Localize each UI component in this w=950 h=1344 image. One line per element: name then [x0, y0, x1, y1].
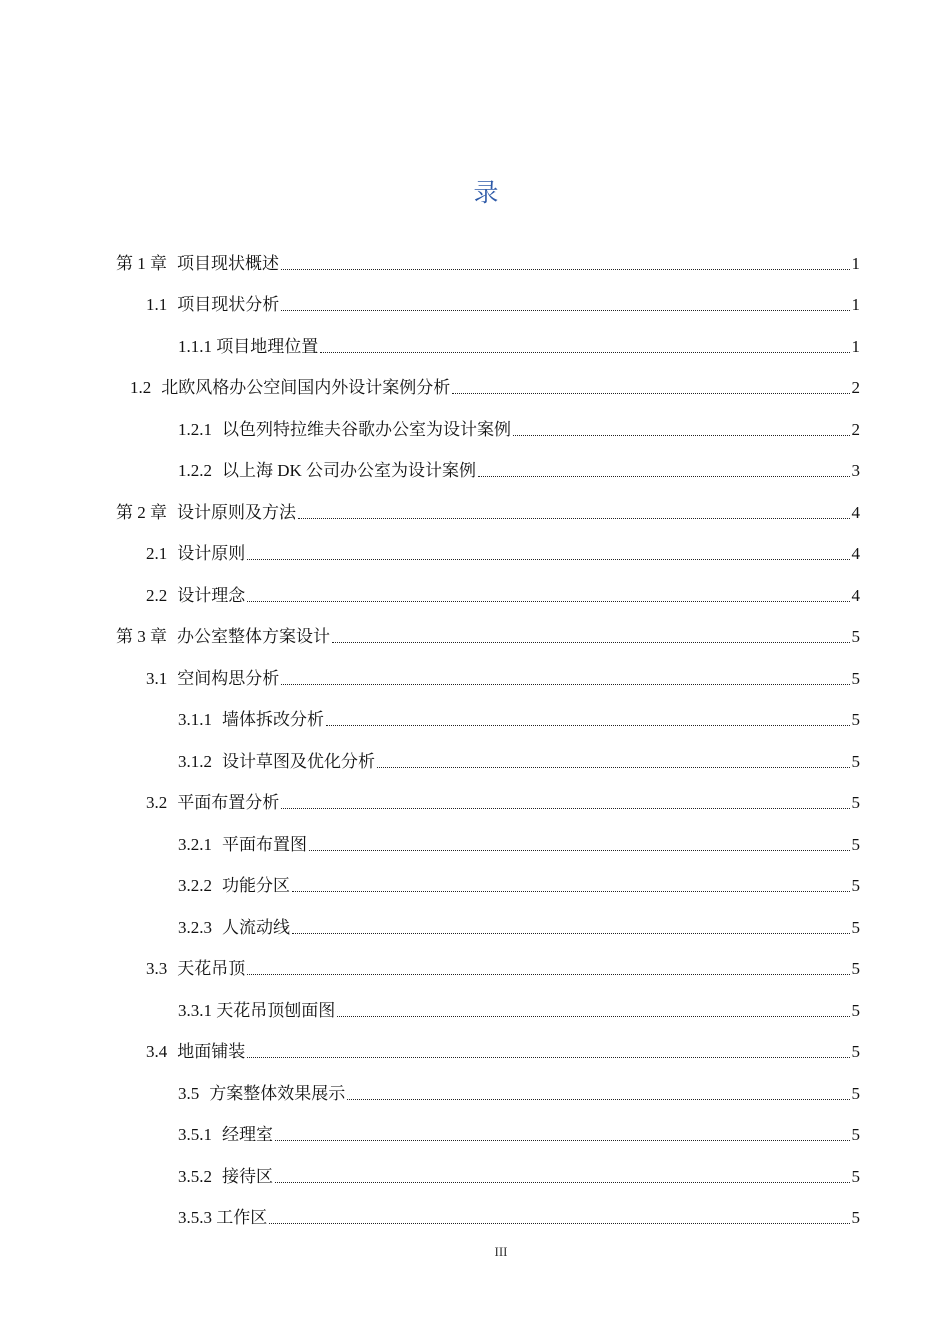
toc-number: 第 3 章 — [116, 627, 167, 646]
dot-leader — [513, 435, 850, 436]
toc-entry[interactable] — [178, 1162, 860, 1188]
toc-text: 平面布置图 — [222, 835, 307, 854]
dot-leader — [247, 974, 849, 975]
toc-text: 以上海 DK 公司办公室为设计案例 — [222, 461, 477, 480]
toc-number: 1.2 — [130, 378, 152, 397]
toc-entry[interactable] — [178, 415, 860, 441]
toc-entry[interactable] — [146, 290, 860, 316]
toc-entry[interactable] — [178, 1120, 860, 1146]
toc-entry[interactable] — [178, 1079, 860, 1105]
toc-entry[interactable] — [116, 249, 860, 275]
dot-leader — [275, 1182, 850, 1183]
toc-text: 墙体拆改分析 — [222, 710, 324, 729]
toc-page-number: 1 — [851, 337, 860, 356]
toc-page-number: 5 — [851, 752, 860, 771]
toc-page-number: 5 — [851, 1042, 860, 1061]
toc-text: 3.3.1 天花吊顶刨面图 — [178, 1001, 336, 1020]
toc-number: 1.2.2 — [178, 461, 212, 480]
toc-page-number: 4 — [851, 586, 860, 605]
toc-number: 3.1 — [146, 669, 168, 688]
toc-page-number: 5 — [851, 627, 860, 646]
toc-text: 3.5.3 工作区 — [178, 1208, 268, 1227]
dot-leader — [269, 1223, 849, 1224]
toc-page-number: 5 — [851, 959, 860, 978]
toc-entry[interactable] — [116, 622, 860, 648]
toc-page-number: 5 — [851, 1001, 860, 1020]
toc-entry[interactable] — [146, 1037, 860, 1063]
toc-text: 项目现状概述 — [177, 254, 279, 273]
toc-number: 3.2.1 — [178, 835, 212, 854]
toc-page-number: 3 — [851, 461, 860, 480]
dot-leader — [337, 1016, 849, 1017]
dot-leader — [281, 684, 849, 685]
toc-page-number: 5 — [851, 710, 860, 729]
toc-page-number: 5 — [851, 1167, 860, 1186]
toc-entry[interactable] — [178, 913, 860, 939]
toc-entry[interactable] — [178, 747, 860, 773]
toc-entry[interactable] — [178, 332, 860, 358]
toc-text: 北欧风格办公空间国内外设计案例分析 — [161, 378, 451, 397]
toc-text: 设计原则 — [177, 544, 246, 563]
toc-text: 功能分区 — [222, 876, 290, 895]
toc-page-number: 1 — [851, 295, 860, 314]
toc-text: 地面铺装 — [177, 1042, 246, 1061]
toc-entry[interactable] — [178, 871, 860, 897]
dot-leader — [281, 808, 849, 809]
dot-leader — [247, 1057, 849, 1058]
dot-leader — [281, 310, 849, 311]
toc-number: 1.2.1 — [178, 420, 212, 439]
dot-leader — [320, 352, 849, 353]
dot-leader — [247, 601, 849, 602]
page-title: 录 — [473, 180, 499, 207]
toc-text: 方案整体效果展示 — [209, 1084, 346, 1103]
dot-leader — [347, 1099, 849, 1100]
toc-entry[interactable] — [178, 1203, 860, 1229]
toc-page-number: 5 — [851, 669, 860, 688]
toc-page-number: 5 — [851, 1125, 860, 1144]
toc-number: 3.1.1 — [178, 710, 212, 729]
toc-number: 3.5.1 — [178, 1125, 212, 1144]
dot-leader — [292, 933, 850, 934]
dot-leader — [332, 642, 850, 643]
toc-text: 空间构思分析 — [177, 669, 280, 688]
toc-page-number: 4 — [851, 503, 860, 522]
toc-entry[interactable] — [146, 581, 860, 607]
toc-text: 设计原则及方法 — [177, 503, 296, 522]
dot-leader — [452, 393, 849, 394]
toc-text: 项目现状分析 — [177, 295, 280, 314]
toc-entry[interactable] — [146, 539, 860, 565]
toc-page-number: 2 — [851, 420, 860, 439]
toc-entry[interactable] — [146, 954, 860, 980]
toc-number: 1.1 — [146, 295, 168, 314]
toc-entry[interactable] — [146, 788, 860, 814]
toc-number: 3.4 — [146, 1042, 168, 1061]
toc-text: 天花吊顶 — [177, 959, 246, 978]
toc-entry[interactable] — [178, 830, 860, 856]
dot-leader — [309, 850, 850, 851]
toc-page-number: 5 — [851, 1084, 860, 1103]
toc-text: 人流动线 — [222, 918, 290, 937]
toc-number: 3.2.3 — [178, 918, 212, 937]
toc-text: 接待区 — [222, 1167, 273, 1186]
toc-number: 3.5 — [178, 1084, 200, 1103]
dot-leader — [247, 559, 849, 560]
toc-page-number: 2 — [851, 378, 860, 397]
toc-page-number: 5 — [851, 793, 860, 812]
dot-leader — [478, 476, 849, 477]
toc-number: 第 2 章 — [116, 503, 167, 522]
page-number-footer: III — [494, 1244, 508, 1259]
toc-text: 经理室 — [222, 1125, 273, 1144]
toc-page-number: 5 — [851, 835, 860, 854]
toc-entry[interactable] — [130, 373, 860, 399]
dot-leader — [298, 518, 850, 519]
toc-page-number: 5 — [851, 918, 860, 937]
dot-leader — [292, 891, 850, 892]
toc-entry[interactable] — [146, 664, 860, 690]
toc-text: 平面布置分析 — [177, 793, 280, 812]
toc-number: 2.1 — [146, 544, 168, 563]
toc-text: 设计理念 — [177, 586, 246, 605]
toc-entry[interactable] — [178, 996, 860, 1022]
toc-number: 3.2.2 — [178, 876, 212, 895]
toc-text: 以色列特拉维夫谷歌办公室为设计案例 — [222, 420, 511, 439]
toc-text: 设计草图及优化分析 — [222, 752, 375, 771]
toc-entry[interactable] — [178, 456, 860, 482]
toc-number: 3.3 — [146, 959, 168, 978]
dot-leader — [275, 1140, 850, 1141]
toc-page-number: 4 — [851, 544, 860, 563]
toc-number: 3.5.2 — [178, 1167, 212, 1186]
toc-number: 第 1 章 — [116, 254, 167, 273]
toc-number: 3.2 — [146, 793, 168, 812]
toc-page-number: 1 — [851, 254, 860, 273]
toc-entry[interactable] — [178, 705, 860, 731]
dot-leader — [326, 725, 850, 726]
toc-page-number: 5 — [851, 1208, 860, 1227]
toc-text: 1.1.1 项目地理位置 — [178, 337, 319, 356]
toc-entry[interactable] — [116, 498, 860, 524]
toc-text: 办公室整体方案设计 — [177, 627, 330, 646]
toc-page-number: 5 — [851, 876, 860, 895]
toc-number: 3.1.2 — [178, 752, 212, 771]
dot-leader — [377, 767, 850, 768]
toc-number: 2.2 — [146, 586, 168, 605]
dot-leader — [281, 269, 850, 270]
